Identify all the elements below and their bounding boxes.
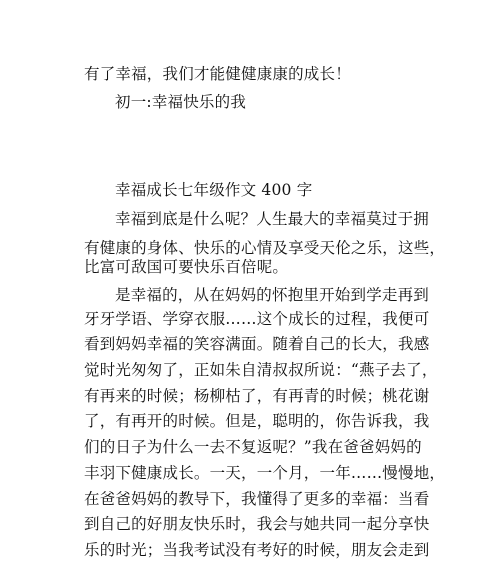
- paragraph-line: 有健康的身体、快乐的心情及享受天伦之乐，这些，: [84, 239, 446, 257]
- text-line: 有了幸福，我们才能健健康康的成长！: [84, 65, 351, 83]
- paragraph-line: 有再来的时候；杨柳枯了，有再青的时候；桃花谢: [84, 387, 430, 405]
- paragraph-line: 是幸福的，从在妈妈的怀抱里开始到学走再到: [115, 286, 430, 304]
- paragraph-line: 幸福到底是什么呢？人生最大的幸福莫过于拥: [115, 210, 430, 228]
- paragraph-line: 牙牙学语、学穿衣服……这个成长的过程，我便可: [84, 310, 430, 328]
- paragraph-line: 们的日子为什么一去不复返呢？”我在爸爸妈妈的: [84, 438, 422, 456]
- paragraph-line: 乐的时光；当我考试没有考好的时候，朋友会走到: [84, 541, 430, 559]
- paragraph-line: 丰羽下健康成长。一天，一个月，一年……慢慢地，: [84, 464, 446, 482]
- paragraph-line: 觉时光匆匆了，正如朱自清叔叔所说：“燕子去了，: [84, 361, 438, 379]
- paragraph-line: 看到妈妈幸福的笑容满面。随着自己的长大，我感: [84, 335, 430, 353]
- paragraph-line: 到自己的好朋友快乐时，我会与她共同一起分享快: [84, 515, 430, 533]
- essay-title: 幸福成长七年级作文 400 字: [115, 181, 313, 199]
- section-heading: 初一:幸福快乐的我: [115, 93, 247, 111]
- paragraph-line: 在爸爸妈妈的教导下，我懂得了更多的幸福：当看: [84, 490, 430, 508]
- paragraph-line: 了，有再开的时候。但是，聪明的，你告诉我，我: [84, 412, 430, 430]
- paragraph-line: 比富可敌国可要快乐百倍呢。: [84, 258, 289, 276]
